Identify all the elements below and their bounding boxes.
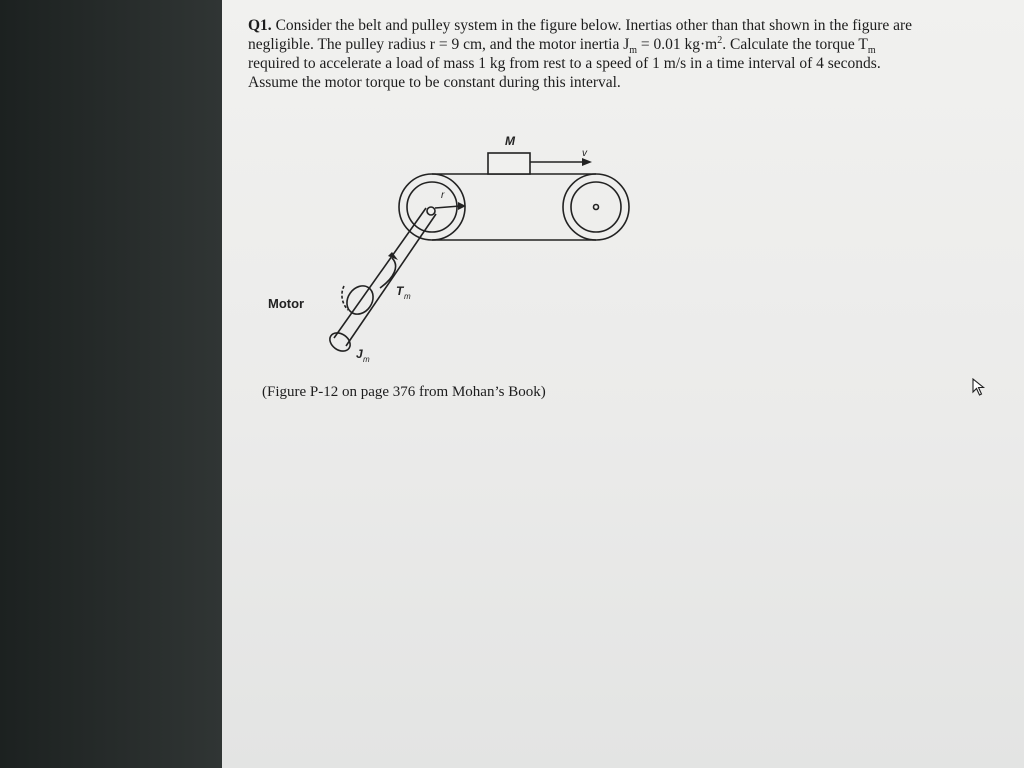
mass-label: M [505,134,515,148]
question-line-2b: = 0.01 kg·m [637,36,718,53]
document-page [222,0,1024,768]
velocity-arrowhead [582,158,592,166]
shaft-end [427,207,435,215]
question-number: Q1. [248,17,272,34]
unit-superscript: 2 [717,34,723,46]
question-line-4: Assume the motor torque to be constant during this interval. [248,74,621,91]
question-line-2c: . Calculate the torque T [722,36,868,53]
question-line-1: Consider the belt and pulley system in the figure below. Inertias other than that shown in the figure are [271,17,913,34]
idler-pulley-inner [571,182,621,232]
idler-pulley-hub [594,205,599,210]
torque-subscript: m [867,45,876,57]
mass-block [488,153,530,174]
dark-side-panel [0,0,222,768]
motor-end-cap [326,329,353,355]
velocity-label: v [582,148,587,159]
belt-pulley-figure [252,120,672,385]
mouse-pointer-icon [972,378,988,396]
radius-label: r [441,190,445,201]
question-text [248,16,988,92]
belt-pulley-diagram [252,120,672,380]
inertia-label: J [356,347,363,361]
motor-shaft-edge-1 [334,208,426,338]
question-line-2a: negligible. The pulley radius r = 9 cm, and the motor inertia J [248,36,630,53]
figure-caption: (Figure P-12 on page 376 from Mohan’s Book) [262,384,546,400]
torque-label: T [396,284,404,298]
motor-label: Motor [268,296,305,311]
torque-label-sub: m [404,292,411,301]
motor-shaft-edge-2 [346,214,436,346]
inertia-label-sub: m [363,355,370,364]
motor-inertia-subscript: m [629,45,638,57]
idler-pulley-outer [563,174,629,240]
question-line-3: required to accelerate a load of mass 1 kg from rest to a speed of 1 m/s in a time interval of 4 seconds. [248,55,881,72]
